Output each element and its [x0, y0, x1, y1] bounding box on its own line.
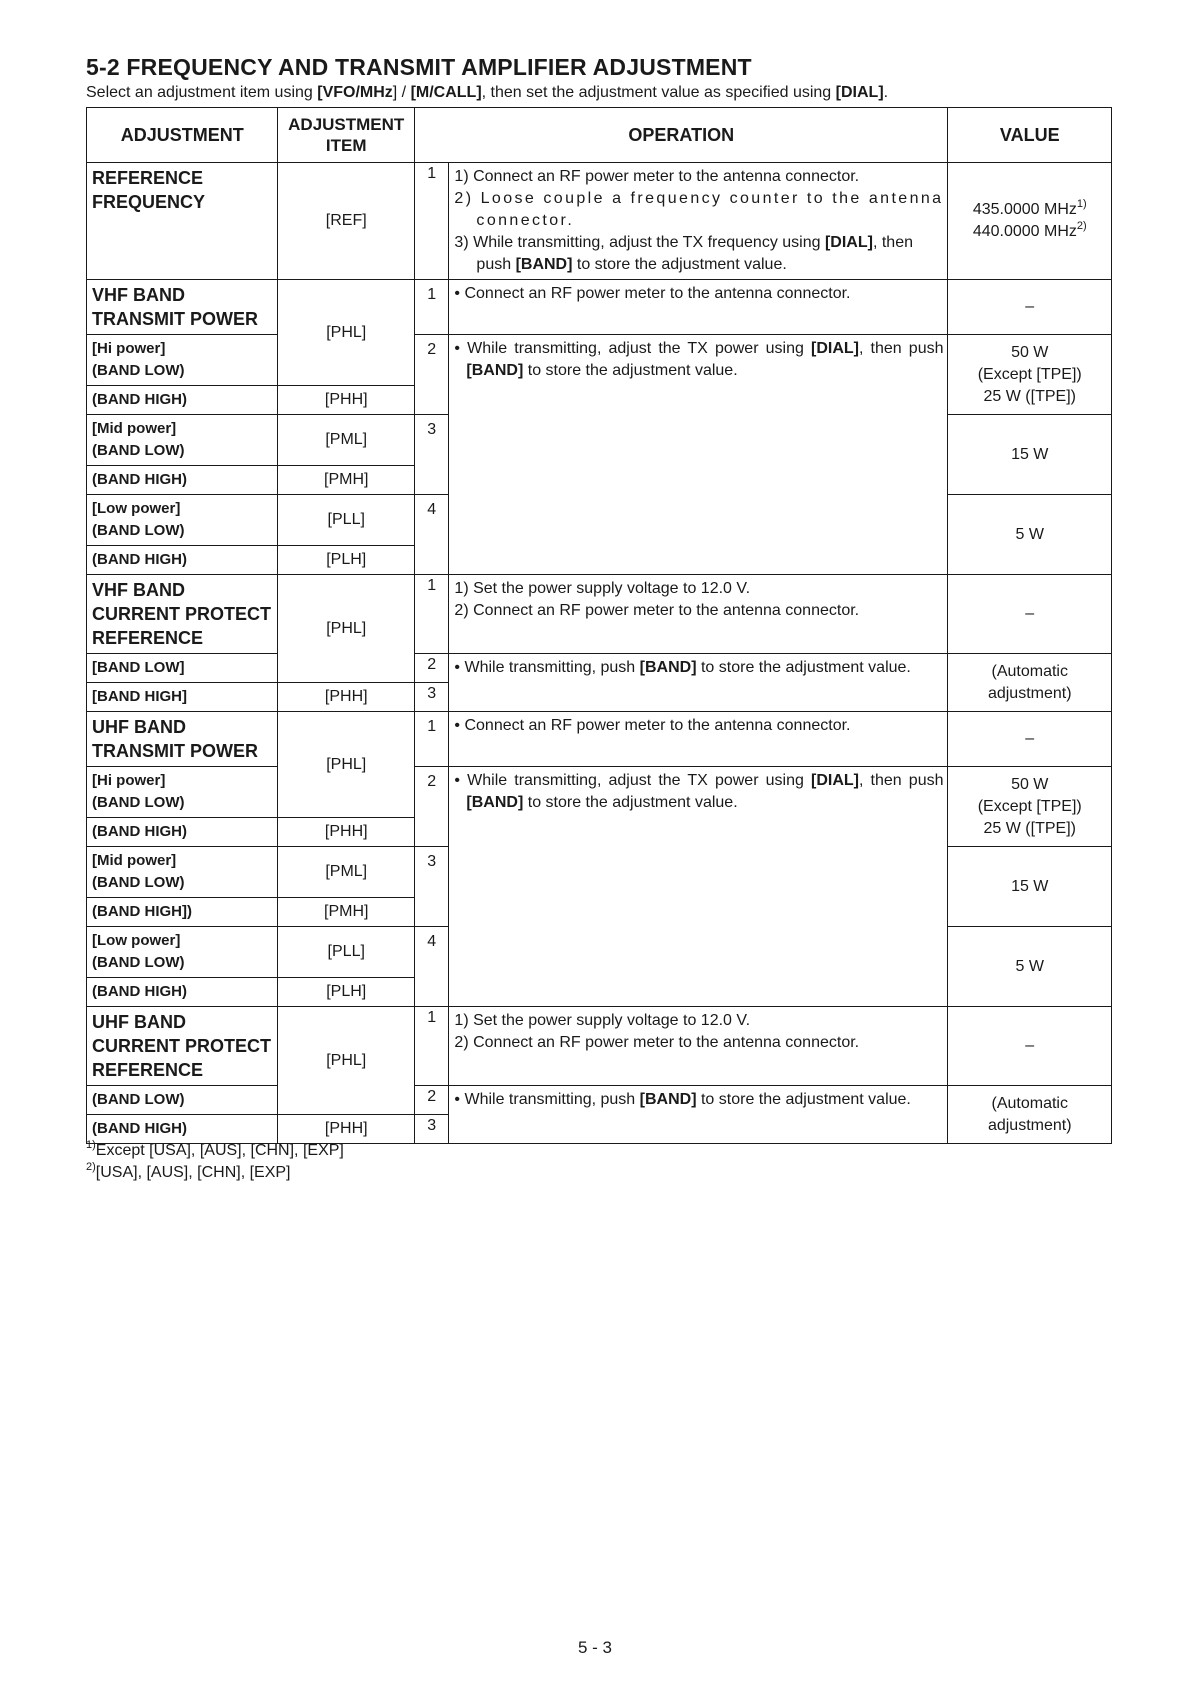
intro-key: [VFO/MHz: [317, 84, 393, 101]
adjustment-cell: [87, 335, 278, 386]
operation-step: [454, 770, 943, 814]
value-text: 50 W: [1011, 775, 1049, 793]
value-cell: 5 W: [948, 927, 1112, 1007]
item-cell: [PLH]: [278, 978, 415, 1007]
table-row: [87, 335, 1112, 386]
band-key: [BAND]: [639, 659, 697, 676]
adjustment-cell: [87, 978, 278, 1007]
adjustment-sublabel: (BAND LOW): [92, 794, 185, 811]
footnote-ref: 2): [1076, 220, 1087, 232]
adjustment-sublabel: (BAND HIGH): [92, 1120, 187, 1137]
adjustment-cell: [87, 466, 278, 495]
value-cell: 15 W: [948, 415, 1112, 495]
value-cell: –: [948, 575, 1112, 654]
operation-step: 2) Connect an RF power meter to the antenna connector.: [454, 602, 860, 619]
adjustment-sublabel: [Low power]: [92, 500, 181, 517]
adjustment-label: UHF BAND: [92, 1012, 186, 1032]
item-cell: [PML]: [278, 847, 415, 898]
value-cell: –: [948, 1007, 1112, 1086]
operation-text: to store the adjustment value.: [572, 256, 787, 273]
adjustment-sublabel: [Low power]: [92, 932, 181, 949]
header-operation: OPERATION: [415, 108, 948, 163]
dial-key: [DIAL]: [811, 772, 859, 789]
footnote-text: Except [USA], [AUS], [CHN], [EXP]: [95, 1142, 344, 1159]
table-row: [87, 280, 1112, 335]
footnote-2: [86, 1162, 344, 1184]
table-row: [87, 163, 1112, 280]
item-cell: [PHL]: [278, 712, 415, 818]
adjustment-label: UHF BAND: [92, 717, 186, 737]
item-cell: [PHH]: [278, 386, 415, 415]
step-number: 2: [415, 654, 449, 683]
header-value: VALUE: [948, 108, 1112, 163]
footnote-mark: 1): [86, 1139, 96, 1151]
step-number: 2: [415, 1086, 449, 1115]
value-cell: –: [948, 280, 1112, 335]
adjustment-cell: [87, 818, 278, 847]
adjustment-sublabel: (BAND HIGH): [92, 551, 187, 568]
dial-key: [DIAL]: [824, 234, 873, 251]
operation-text: • While transmitting, adjust the TX power using: [454, 340, 811, 357]
operation-cell: [449, 712, 948, 767]
value-cell: [948, 163, 1112, 280]
step-number: 1: [415, 280, 449, 335]
operation-step: 1) Set the power supply voltage to 12.0 V.: [454, 580, 751, 597]
value-text: adjustment): [987, 684, 1072, 702]
intro-text: [86, 84, 888, 102]
step-number: 2: [415, 335, 449, 415]
adjustment-sublabel: [BAND LOW]: [92, 659, 185, 676]
adjustment-sublabel: (BAND LOW): [92, 362, 185, 379]
adjustment-cell: [87, 927, 278, 978]
adjustment-sublabel: (BAND LOW): [92, 1091, 185, 1108]
adjustment-label: FREQUENCY: [92, 192, 206, 212]
adjustment-label: REFERENCE: [92, 628, 204, 648]
adjustment-cell: [87, 712, 278, 767]
adjustment-label: CURRENT PROTECT: [92, 604, 271, 624]
operation-step: 2) Loose couple a frequency counter to the antenna connector.: [454, 190, 944, 229]
item-cell: [PHL]: [278, 1007, 415, 1115]
adjustment-label: TRANSMIT POWER: [92, 309, 258, 329]
adjustment-sublabel: (BAND LOW): [92, 522, 185, 539]
step-number: 3: [415, 683, 449, 712]
value-cell: 5 W: [948, 495, 1112, 575]
footnote-ref: 1): [1076, 198, 1087, 210]
operation-text: 3) While transmitting, adjust the TX frequency using: [454, 234, 825, 251]
intro-key: [DIAL]: [835, 84, 884, 101]
step-number: 3: [415, 1115, 449, 1144]
adjustment-cell: [87, 163, 278, 280]
intro-part: .: [883, 84, 889, 101]
operation-step: [454, 1089, 943, 1111]
table-row: [87, 654, 1112, 683]
adjustment-cell: [87, 898, 278, 927]
operation-step: [454, 338, 943, 382]
adjustment-label: TRANSMIT POWER: [92, 741, 258, 761]
adjustment-label: VHF BAND: [92, 285, 185, 305]
operation-text: • While transmitting, push: [454, 659, 640, 676]
adjustment-sublabel: [BAND HIGH]: [92, 688, 187, 705]
adjustment-cell: [87, 280, 278, 335]
item-cell: [PHH]: [278, 683, 415, 712]
adjustment-cell: [87, 415, 278, 466]
intro-key: [M/CALL]: [410, 84, 482, 101]
adjustment-cell: [87, 683, 278, 712]
footnote-1: [86, 1140, 344, 1162]
operation-text: , then push: [858, 340, 944, 357]
value-text: adjustment): [987, 1116, 1072, 1134]
adjustment-sublabel: (BAND LOW): [92, 442, 185, 459]
adjustment-sublabel: (BAND HIGH): [92, 391, 187, 408]
step-number: 4: [415, 927, 449, 1007]
table-row: [87, 767, 1112, 818]
footnote-mark: 2): [86, 1161, 96, 1173]
adjustment-label: REFERENCE: [92, 168, 204, 188]
intro-part: Select an adjustment item using: [86, 84, 318, 101]
item-cell: [PML]: [278, 415, 415, 466]
value-text: (Except [TPE]): [977, 797, 1082, 815]
value-cell: [948, 767, 1112, 847]
adjustment-cell: [87, 1007, 278, 1086]
operation-text: • While transmitting, adjust the TX power using: [454, 772, 811, 789]
value-cell: 15 W: [948, 847, 1112, 927]
adjustment-cell: [87, 767, 278, 818]
value-cell: [948, 335, 1112, 415]
item-cell: [PMH]: [278, 898, 415, 927]
header-item-line: ITEM: [325, 136, 367, 155]
value-text: 435.0000 MHz: [972, 201, 1077, 218]
operation-text: , then push: [858, 772, 944, 789]
operation-cell: [449, 1007, 948, 1086]
value-text: 440.0000 MHz: [972, 223, 1077, 240]
band-key: [BAND]: [515, 256, 573, 273]
operation-text: • While transmitting, push: [454, 1091, 640, 1108]
operation-step: • Connect an RF power meter to the antenna connector.: [454, 285, 851, 302]
page-title: 5-2 FREQUENCY AND TRANSMIT AMPLIFIER ADJUSTMENT: [86, 54, 752, 80]
footnote-text: [USA], [AUS], [CHN], [EXP]: [95, 1164, 291, 1181]
adjustment-sublabel: (BAND HIGH): [92, 983, 187, 1000]
item-cell: [REF]: [278, 163, 415, 280]
value-cell: –: [948, 712, 1112, 767]
table-row: [87, 575, 1112, 654]
item-cell: [PHL]: [278, 280, 415, 386]
band-key: [BAND]: [466, 362, 524, 379]
adjustment-label: REFERENCE: [92, 1060, 204, 1080]
operation-step: [454, 657, 943, 679]
operation-cell: [449, 1086, 948, 1144]
value-text: (Automatic: [991, 1094, 1068, 1112]
operation-cell: [449, 575, 948, 654]
footnotes: [86, 1140, 344, 1184]
header-adjustment-item: [278, 108, 415, 163]
intro-part: ] /: [392, 84, 411, 101]
header-item-line: ADJUSTMENT: [288, 115, 405, 134]
table-row: [87, 712, 1112, 767]
item-cell: [PLL]: [278, 495, 415, 546]
intro-part: , then set the adjustment value as specified using: [481, 84, 836, 101]
adjustment-cell: [87, 495, 278, 546]
operation-text: to store the adjustment value.: [696, 1091, 911, 1108]
step-number: 1: [415, 712, 449, 767]
step-number: 4: [415, 495, 449, 575]
value-text: (Automatic: [991, 662, 1068, 680]
table-row: [87, 1007, 1112, 1086]
adjustment-cell: [87, 847, 278, 898]
value-text: 50 W: [1011, 343, 1049, 361]
adjustment-cell: [87, 654, 278, 683]
adjustment-sublabel: [Mid power]: [92, 852, 177, 869]
table-row: [87, 1086, 1112, 1115]
step-number: 1: [415, 163, 449, 280]
adjustment-cell: [87, 546, 278, 575]
operation-cell: [449, 654, 948, 712]
adjustment-table: [86, 107, 1112, 1144]
operation-cell: [449, 280, 948, 335]
step-number: 1: [415, 1007, 449, 1086]
operation-step: 1) Set the power supply voltage to 12.0 V.: [454, 1012, 751, 1029]
item-cell: [PHH]: [278, 818, 415, 847]
adjustment-sublabel: (BAND HIGH]): [92, 903, 192, 920]
adjustment-cell: [87, 575, 278, 654]
item-cell: [PLH]: [278, 546, 415, 575]
adjustment-sublabel: (BAND HIGH): [92, 823, 187, 840]
operation-text: to store the adjustment value.: [523, 362, 738, 379]
operation-step: • Connect an RF power meter to the antenna connector.: [454, 717, 851, 734]
adjustment-cell: [87, 1086, 278, 1115]
step-number: 3: [415, 847, 449, 927]
item-cell: [PHL]: [278, 575, 415, 683]
adjustment-sublabel: (BAND LOW): [92, 954, 185, 971]
step-number: 1: [415, 575, 449, 654]
step-number: 3: [415, 415, 449, 495]
operation-step: [454, 232, 943, 276]
value-text: 25 W ([TPE]): [983, 387, 1076, 405]
value-cell: [948, 1086, 1112, 1144]
operation-step: 2) Connect an RF power meter to the antenna connector.: [454, 1034, 860, 1051]
item-cell: [PMH]: [278, 466, 415, 495]
item-cell: [PHH]: [278, 1115, 415, 1144]
adjustment-label: CURRENT PROTECT: [92, 1036, 271, 1056]
header-adjustment: ADJUSTMENT: [87, 108, 278, 163]
operation-text: to store the adjustment value.: [523, 794, 738, 811]
operation-text: , then push: [476, 234, 913, 273]
value-text: (Except [TPE]): [977, 365, 1082, 383]
value-cell: [948, 654, 1112, 712]
operation-cell: [449, 163, 948, 280]
adjustment-sublabel: [Mid power]: [92, 420, 177, 437]
operation-cell: [449, 767, 948, 1007]
item-cell: [PLL]: [278, 927, 415, 978]
adjustment-sublabel: (BAND HIGH): [92, 471, 187, 488]
dial-key: [DIAL]: [811, 340, 859, 357]
value-text: 25 W ([TPE]): [983, 819, 1076, 837]
band-key: [BAND]: [639, 1091, 697, 1108]
operation-cell: [449, 335, 948, 575]
adjustment-sublabel: [Hi power]: [92, 340, 166, 357]
table-header-row: [87, 108, 1112, 163]
adjustment-sublabel: (BAND LOW): [92, 874, 185, 891]
adjustment-sublabel: [Hi power]: [92, 772, 166, 789]
operation-text: to store the adjustment value.: [696, 659, 911, 676]
adjustment-label: VHF BAND: [92, 580, 185, 600]
operation-step: 1) Connect an RF power meter to the antenna connector.: [454, 168, 860, 185]
page-number: 5 - 3: [577, 1638, 613, 1657]
adjustment-cell: [87, 386, 278, 415]
band-key: [BAND]: [466, 794, 524, 811]
step-number: 2: [415, 767, 449, 847]
